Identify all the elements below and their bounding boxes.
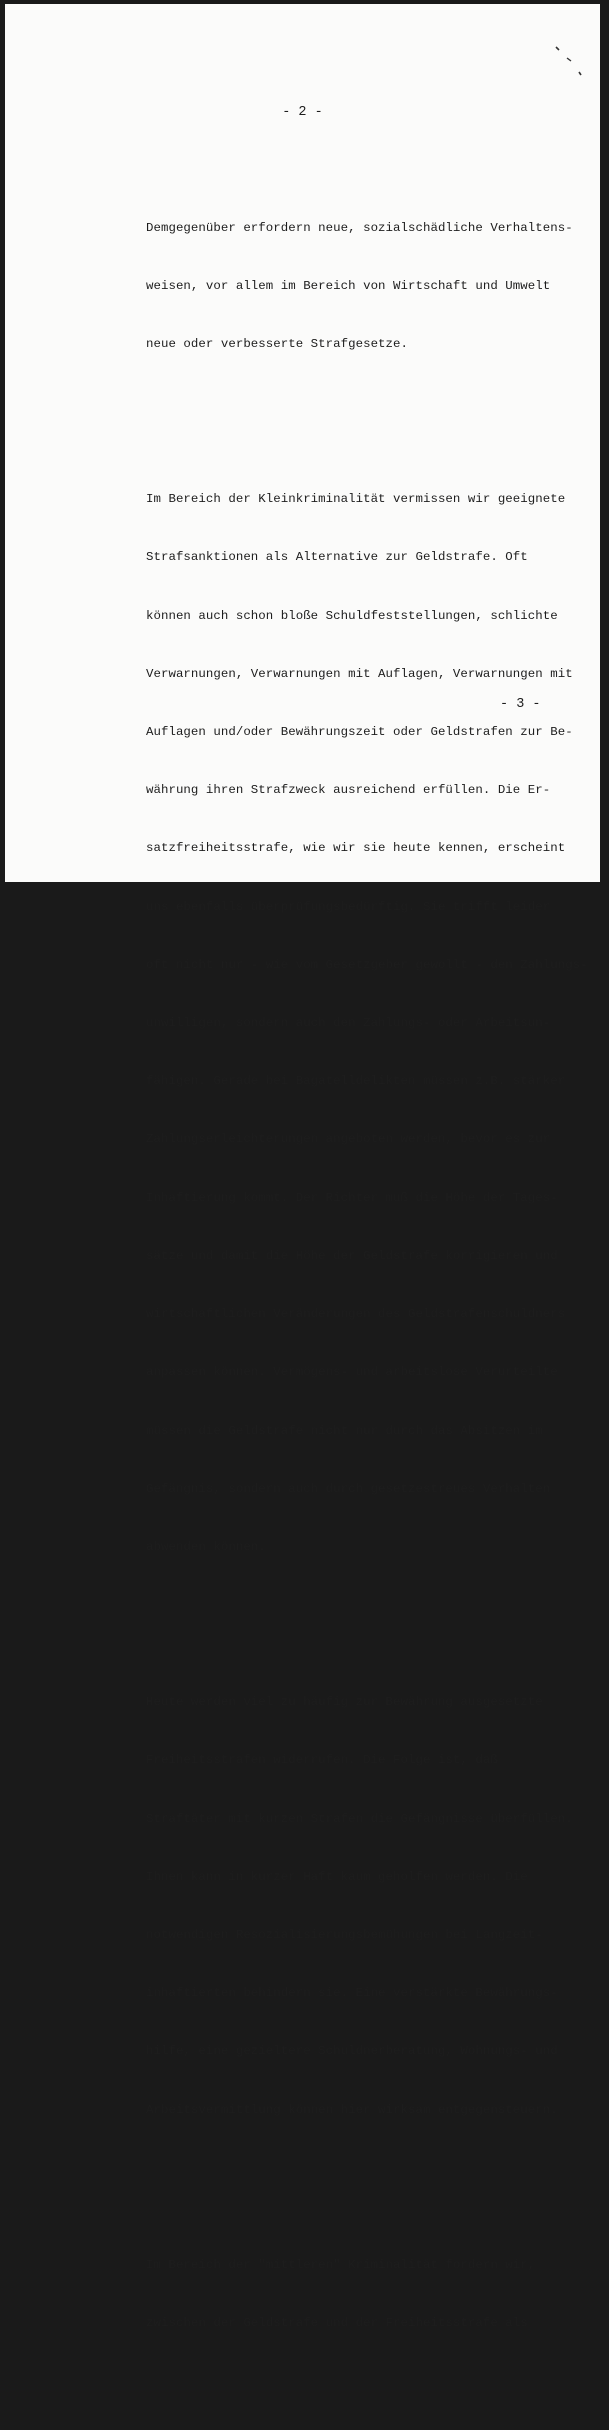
text-line: Zahlungserleichterungen angeboten werden, bevor es zur	[146, 1132, 551, 1147]
text-line: fähigen. Gerade bei Bagatelldelikten müssen z.B. stärker	[146, 1074, 566, 1089]
text-line: anpassen können. Vermögens- und arbeitslose Verurteilte	[146, 1365, 558, 1380]
text-line: sätze und damit die Höhe der Geldstrafe korrigieren und	[146, 1248, 558, 1263]
text-line: Im Bereich der Kleinkriminalität vermissen wir geeignete	[146, 492, 566, 507]
text-line: Strafsanktionen als Alternative zur Geldstrafe. Oft	[146, 550, 528, 565]
paragraph-3	[146, 1654, 576, 2158]
text-line: Verwarnungen, Verwarnungen mit Auflagen, Verwarnungen mit	[146, 666, 573, 681]
text-line: Auflagen und/oder Bewährungszeit oder Geldstrafen zur Be-	[146, 725, 573, 740]
text-line: Inhaftierung kommt. Der Richter muß die Höhe der Tages-	[146, 1190, 558, 1205]
text-line: Straftäter mit kurzen Strafen die Gefängnisse überfüllen.	[146, 1811, 573, 1826]
text-line: notwendigen Resozialisierungsbemühungen bei Langzeit-	[146, 1927, 543, 1942]
text-line: wirtschaftlichen Veränderungen des Geldstrafenschuldners	[146, 1307, 566, 1322]
text-line: weisen, vor allem im Bereich von Wirtschaft und Umwelt	[146, 278, 551, 293]
text-line: Heute werden viel zu häufig zur Bewährung ausgesetzte	[146, 1695, 543, 1710]
body-text	[146, 141, 588, 2430]
next-page-indicator: - 3 -	[500, 697, 541, 712]
text-line: unwilligen, sondern auch den Zahlungs- oder Arbeitsun-	[146, 1016, 551, 1031]
text-line: Ihnen kann in kurzer Haft kaum geholfen werden. Die	[146, 1869, 528, 1884]
text-line: können auch schon bloße Schuldfeststellungen, schlichte	[146, 608, 558, 623]
text-line: Im Bereich der "mittleren" Kriminalität fordern wir,	[146, 2257, 536, 2272]
paragraph-4	[146, 2217, 576, 2372]
text-line: neue oder verbesserte Strafgesetze.	[146, 337, 408, 352]
paragraph-2	[146, 451, 588, 1596]
paragraph-1	[146, 180, 576, 393]
text-line: zwischen der Geldstrafe und der Freiheitsstrafe als	[146, 2315, 528, 2330]
text-line: oft nicht nur - wie vom Gesetzgeber gewollt - den Zahlungs-	[146, 957, 588, 972]
text-line: abwenden können.	[146, 1539, 266, 1554]
page-number: - 2 -	[282, 105, 323, 120]
text-line: Arbeitsvermittlung können hier wirksam entgegensteuern.	[146, 2102, 558, 2117]
text-line: satzfreiheitsstrafe, wie wir sie heute kennen, erscheint	[146, 841, 566, 856]
scan-marks-icon	[553, 44, 593, 84]
text-line: Freiheitsstrafen widerrufen. Die Folge ist, daß	[146, 1753, 498, 1768]
text-line: Demgegenüber erfordern neue, sozialschädliche Verhaltens-	[146, 220, 573, 235]
text-line: inhaftierten behindern sie. Eine verstärkte Bewährungs-	[146, 1986, 558, 2001]
text-line: Gefängnis, sondern auch durch gesetzestreues Verhalten	[146, 1481, 551, 1496]
text-line: hilfe, eine gezieltere Schuldnerberatung, Wohnungs- und	[146, 2044, 558, 2059]
text-line: müssen die Geldstrafe nicht nur durch das Absitzen im	[146, 1423, 543, 1438]
text-line: währung ihren Strafzweck ausreichend erfüllen. Die Er-	[146, 783, 551, 798]
document-page	[5, 4, 600, 2330]
text-line: uns ebenfalls überprüfungsbedürftig. Sie trifft leider	[146, 899, 551, 914]
